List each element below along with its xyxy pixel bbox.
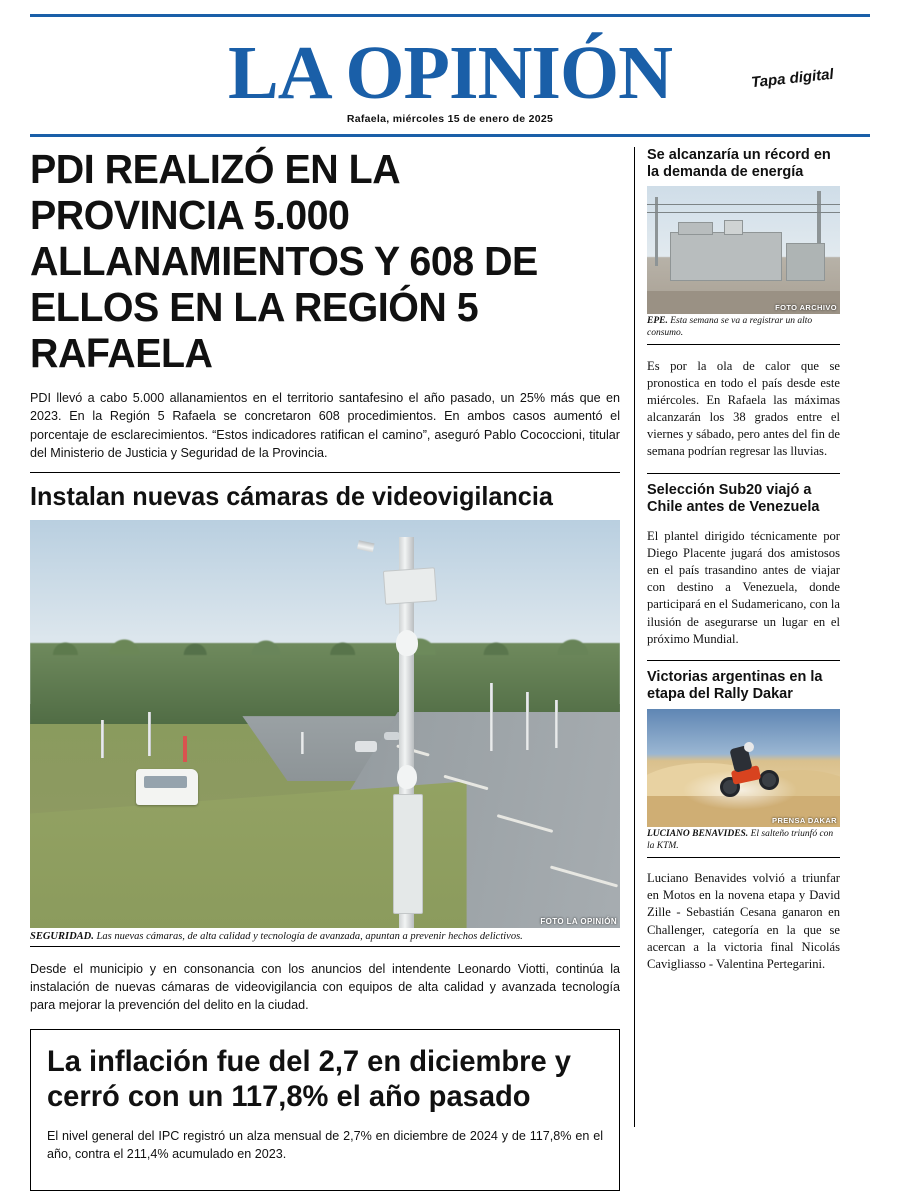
camera-housing-top: [383, 567, 437, 605]
photo-caption: [30, 928, 620, 947]
dakar-caption-rest: El salteño triunfó con la KTM.: [647, 828, 834, 851]
caption-rest: Las nuevas cámaras, de alta calidad y tecnología de avanzada, apuntan a prevenir hechos delictivos.: [93, 931, 523, 943]
main-column: [30, 146, 634, 1162]
van: [136, 769, 198, 805]
inflation-headline: La inflación fue del 2,7 en diciembre y cerró con un 117,8% el año pasado: [47, 1044, 571, 1113]
sidebar-headline-sub20: Selección Sub20 viajó a Chile antes de Venezuela: [647, 482, 820, 515]
moto-wheel-front: [759, 770, 779, 790]
second-body: Desde el municipio y en consonancia con los anuncios del intendente Leonardo Viotti, continúa la instalación de nuevas cámaras de videovigilancia con equipos de alta calidad y avanzada tecnología para mejorar la prevención del delito en la ciudad.: [30, 961, 620, 1013]
sidebar-divider-2: [647, 660, 840, 661]
videovigilancia-photo: [30, 520, 620, 928]
second-headline: Instalan nuevas cámaras de videovigilancia: [30, 481, 553, 512]
dakar-caption-lead: LUCIANO BENAVIDES.: [647, 828, 749, 839]
logo-row: [30, 23, 870, 115]
page-content: [30, 146, 870, 1162]
dakar-photo-credit: PRENSA DAKAR: [772, 815, 837, 825]
sidebar-headline-energia: Se alcanzaría un récord en la demanda de energía: [647, 147, 831, 180]
newspaper-logo: LA OPINIÓN: [228, 30, 672, 115]
camera-dome-lower: [397, 765, 417, 789]
epe-caption-lead: EPE.: [647, 316, 668, 327]
masthead-top-rule: [30, 14, 870, 17]
sidebar-divider-1: [647, 473, 840, 474]
epe-photo: [647, 186, 840, 314]
photo-scene: [30, 520, 620, 928]
camera-cabinet: [393, 794, 423, 914]
dakar-photo: [647, 709, 840, 827]
dakar-scene: [647, 709, 840, 827]
photo-credit: FOTO LA OPINIÓN: [540, 917, 617, 927]
lead-headline: PDI REALIZÓ EN LA PROVINCIA 5.000 ALLANAMIENTOS Y 608 DE ELLOS EN LA REGIÓN 5 RAFAELA: [30, 146, 538, 376]
sidebar-column: [634, 147, 840, 1127]
tapa-digital-badge: Tapa digital: [750, 65, 835, 92]
sidebar-body-dakar: Luciano Benavides volvió a triunfar en Motos en la novena etapa y David Zille - Sebastián Cesana ganaron en Challenger, categoría en la que se acercan a la victoria final Nicolás Cavigliasso - Valentina Pertegarini.: [647, 871, 840, 971]
sidebar-body-energia: Es por la ola de calor que se pronostica en todo el país desde este miércoles. En Rafaela las máximas alcanzarán los 38 grados entre el viernes y sábado, pero antes del fin de semana podrían regresar las lluvias.: [647, 358, 840, 459]
caption-lead: SEGURIDAD.: [30, 931, 94, 943]
epe-scene: [647, 186, 840, 314]
epe-photo-credit: FOTO ARCHIVO: [775, 303, 837, 313]
epe-caption-rest: Esta semana se va a registrar un alto consumo.: [647, 316, 813, 339]
camera-dome-upper: [396, 630, 418, 656]
dakar-caption: [647, 829, 840, 858]
sidebar-headline-dakar: Victorias argentinas en la etapa del Rally Dakar: [647, 669, 823, 703]
epe-caption: [647, 316, 840, 345]
inflation-story-box: [30, 1029, 620, 1191]
dateline: Rafaela, miércoles 15 de enero de 2025: [346, 113, 554, 125]
section-divider: [30, 472, 620, 473]
sidebar-body-sub20: El plantel dirigido técnicamente por Diego Placente jugará dos amistosos en el país trasandino antes de viajar con destino a Venezuela, donde participará en el Sudamericano, con la ilusión de asegurarse un lugar en el próximo Mundial.: [647, 528, 841, 646]
masthead: [30, 14, 870, 137]
lead-deck: PDI llevó a cabo 5.000 allanamientos en el territorio santafesino el año pasado, un 25% más que en 2023. En la Región 5 Rafaela se concretaron 608 procedimientos. En ambos casos aumentó el porcentaje de esclarecimientos. “Estos indicadores ratifican el camino”, aseguró Pablo Cococcioni, titular del Ministerio de Justicia y Seguridad de la Provincia.: [30, 391, 620, 460]
inflation-deck: El nivel general del IPC registró un alza mensual de 2,7% en diciembre de 2024 y de 117,8% en el año, contra el 211,4% acumulado en 2023.: [47, 1128, 603, 1162]
